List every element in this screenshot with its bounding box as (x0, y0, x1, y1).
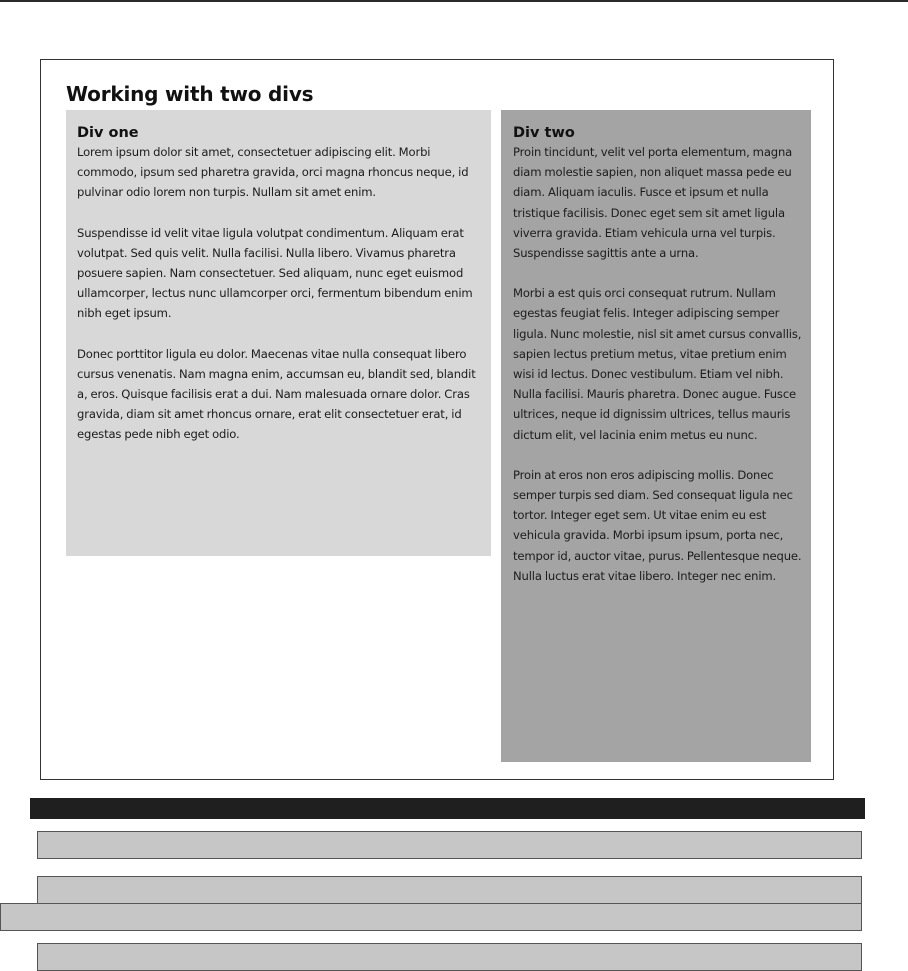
div-one-paragraph-2: Suspendisse id velit vitae ligula volutpat condimentum. Aliquam erat volutpat. Sed quis velit. Nulla facilisi. Nulla libero. Vivamus pharetra posuere sapien. Nam consectetuer. Sed aliquam, nunc eget euismod ullamcorper, lectus nunc ullamcorper orci, fermentum bibendum enim nibh eget ipsum. (77, 225, 473, 321)
div-two-paragraph-3: Proin at eros non eros adipiscing mollis. Donec semper turpis sed diam. Sed consequat ligula nec tortor. Integer eget sem. Ut vitae enim eu est vehicula gravida. Morbi ipsum ipsum, porta nec, tempor id, auctor vitae, purus. Pellentesque neque. Nulla luctus erat vitae libero. Integer nec enim. (513, 467, 802, 583)
div-two-paragraph-2: Morbi a est quis orci consequat rutrum. Nullam egestas feugiat felis. Integer adipiscing semper ligula. Nunc molestie, nisl sit amet cursus convallis, sapien lectus pretium metus, vitae pretium enim wisi id lectus. Donec vestibulum. Etiam vel nibh. Nulla facilisi. Mauris pharetra. Donec augue. Fusce ultrices, neque id dignissim ultrices, tellus mauris dictum elit, vel lacinia enim metus eu nunc. (513, 286, 802, 442)
gray-bar-3 (0, 903, 862, 931)
gray-bar-2 (37, 876, 862, 904)
div-two-box (501, 110, 811, 762)
div-one-paragraph-1: Lorem ipsum dolor sit amet, consectetuer adipiscing elit. Morbi commodo, ipsum sed pharetra gravida, orci magna rhoncus neque, id pulvinar odio lorem non turpis. Nullam sit amet enim. (77, 145, 469, 200)
gray-bar-1 (37, 831, 862, 859)
page-title: Working with two divs (66, 82, 314, 106)
div-two-heading: Div two (513, 125, 575, 141)
div-one-heading: Div one (77, 125, 139, 141)
div-one-box (66, 110, 491, 556)
div-two-paragraph-1: Proin tincidunt, velit vel porta elementum, magna diam molestie sapien, non aliquet massa pede eu diam. Aliquam iaculis. Fusce et ipsum et nulla tristique facilisis. Donec eget sem sit amet ligula viverra gravida. Etiam vehicula urna vel turpis. Suspendisse sagittis ante a urna. (513, 145, 793, 261)
top-divider (0, 0, 908, 2)
gray-bar-4 (37, 943, 862, 971)
div-one-paragraph-3: Donec porttitor ligula eu dolor. Maecenas vitae nulla consequat libero cursus venenatis. Nam magna enim, accumsan eu, blandit sed, blandit a, eros. Quisque facilisis erat a dui. Nam malesuada ornare dolor. Cras gravida, diam sit amet rhoncus ornare, erat elit consectetuer erat, id egestas pede nibh eget odio. (77, 346, 476, 442)
dark-header-bar (30, 798, 865, 819)
browser-page-screenshot (40, 59, 834, 780)
